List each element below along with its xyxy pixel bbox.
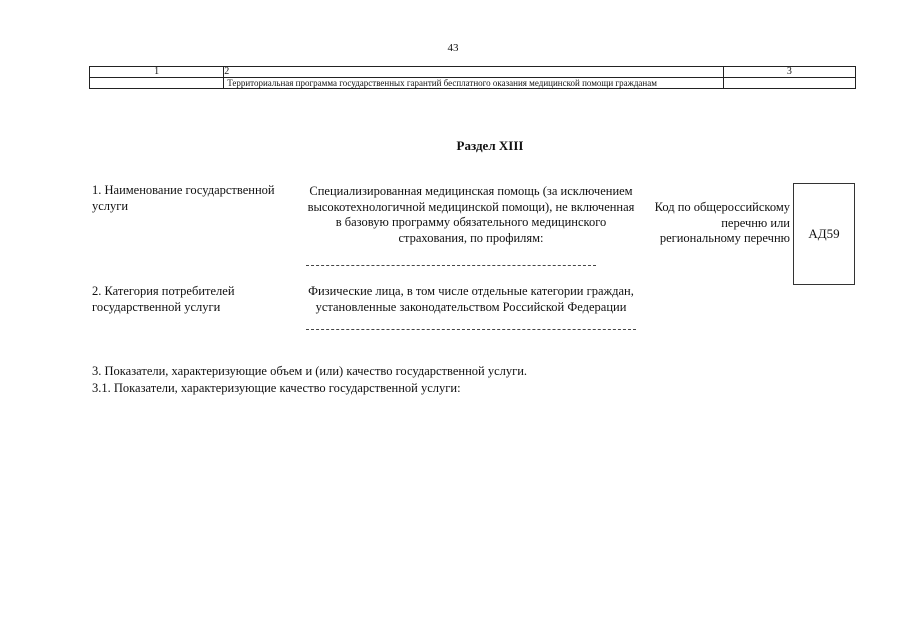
top-table [89,66,856,89]
underline [306,329,636,330]
section-title: Раздел XIII [456,138,524,153]
header-cell-2: 2 [224,67,724,78]
service-name-value: Специализированная медицинская помощь (за исключением высокотехнологичной медицинской помощи), не включенная в базовую программу обязательного медицинского страхования, по профилям: [307,184,635,245]
consumer-category-value: Физические лица, в том числе отдельные категории граждан, установленные законодательством Российской Федерации [308,284,634,314]
table-cell-2: Территориальная программа государственных гарантий бесплатного оказания медицинской помощи гражданам [224,78,724,89]
table-row [90,78,856,89]
code-label: Код по общероссийскому перечню или региональному перечню [654,200,790,245]
code-box: АД59 [793,183,855,285]
quality-indicators-heading: 3.1. Показатели, характеризующие качество государственной услуги: [92,381,461,395]
page-number: 43 [447,42,459,54]
underline [306,265,596,266]
service-name-label: 1. Наименование государственной услуги [92,183,275,213]
table-header-row [90,67,856,78]
consumer-category-label: 2. Категория потребителей государственной услуги [92,284,235,314]
header-cell-1: 1 [90,67,224,78]
table-cell-1 [90,78,224,89]
header-cell-3: 3 [723,67,855,78]
table-cell-3 [723,78,855,89]
indicators-heading: 3. Показатели, характеризующие объем и (или) качество государственной услуги. [92,364,528,378]
